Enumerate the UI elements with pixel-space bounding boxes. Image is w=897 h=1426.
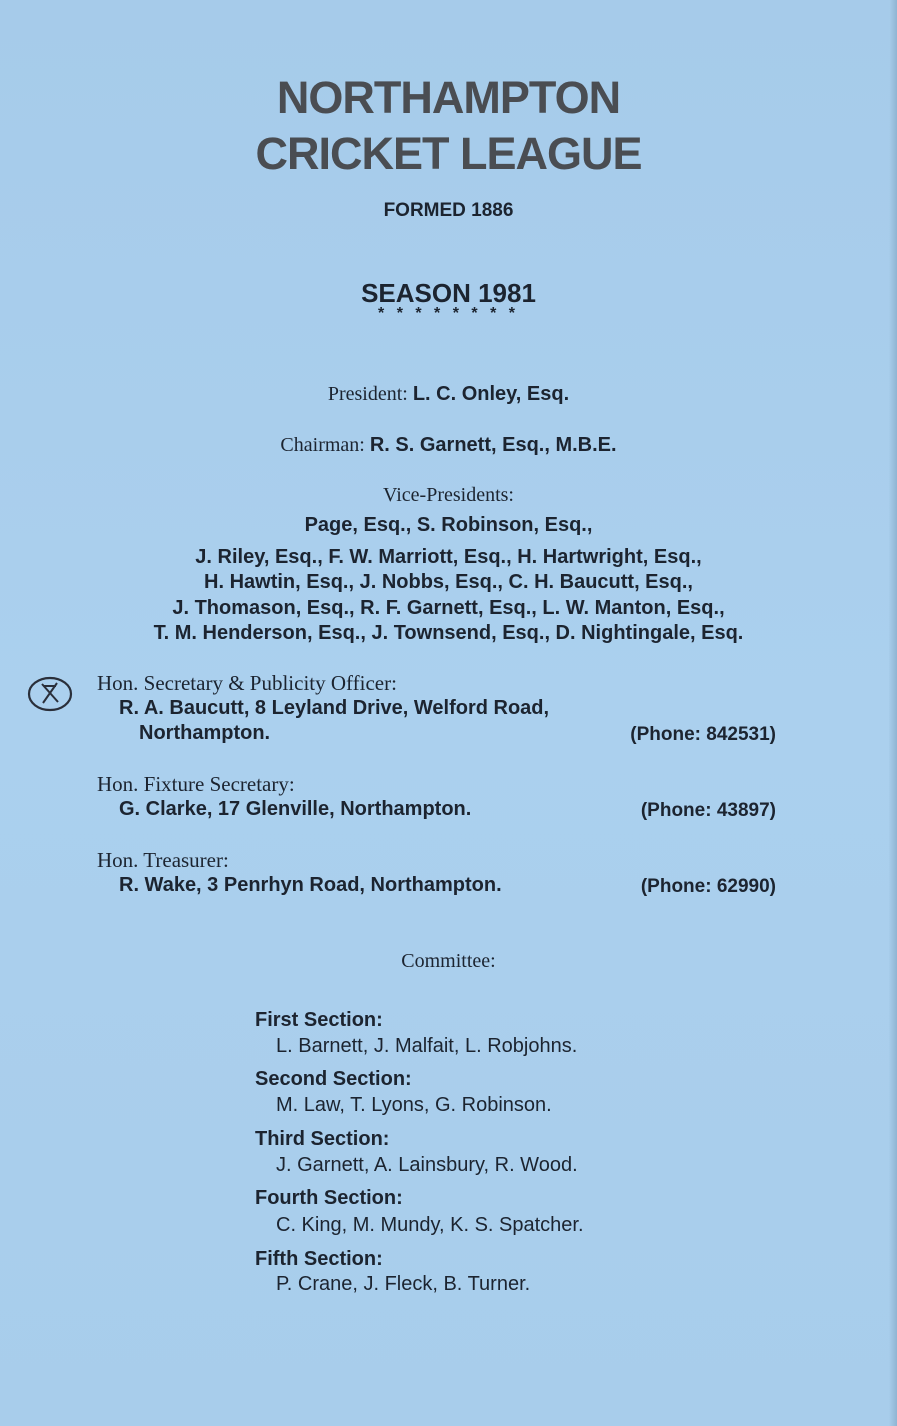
committee-section-title: Fourth Section: — [255, 1187, 403, 1209]
treasurer-address: R. Wake, 3 Penrhyn Road, Northampton. — [119, 874, 502, 896]
chairman-line — [0, 434, 897, 457]
vice-line-1: Page, Esq., S. Robinson, Esq., — [304, 514, 593, 536]
committee-section-members: L. Barnett, J. Malfait, L. Robjohns. — [276, 1035, 578, 1057]
fixture-secretary-address: G. Clarke, 17 Glenville, Northampton. — [119, 798, 472, 820]
title-line-2: CRICKET LEAGUE — [255, 128, 642, 179]
fixture-secretary-label: Hon. Fixture Secretary: — [97, 772, 295, 796]
president-label: President: — [327, 383, 408, 405]
committee-section-title: First Section: — [255, 1009, 383, 1031]
treasurer-phone: (Phone: 62990) — [640, 876, 776, 897]
committee-section-title: Second Section: — [255, 1068, 412, 1090]
committee-section-members: M. Law, T. Lyons, G. Robinson. — [276, 1094, 552, 1116]
fixture-secretary-phone: (Phone: 43897) — [640, 800, 776, 821]
chairman-name: R. S. Garnett, Esq., M.B.E. — [369, 434, 617, 456]
treasurer-label: Hon. Treasurer: — [97, 848, 229, 872]
vice-line-4: J. Thomason, Esq., R. F. Garnett, Esq., L. W. Manton, Esq., — [172, 597, 725, 619]
committee-section-title: Fifth Section: — [255, 1248, 383, 1270]
committee-section-members: P. Crane, J. Fleck, B. Turner. — [276, 1273, 531, 1295]
committee-section-members: J. Garnett, A. Lainsbury, R. Wood. — [276, 1154, 578, 1176]
handwritten-circle-mark-icon — [24, 674, 74, 714]
secretary-label: Hon. Secretary & Publicity Officer: — [97, 671, 397, 695]
vice-line-2: J. Riley, Esq., F. W. Marriott, Esq., H. Hartwright, Esq., — [195, 546, 702, 568]
secretary-phone: (Phone: 842531) — [630, 724, 776, 745]
secretary-address-1: R. A. Baucutt, 8 Leyland Drive, Welford Road, — [119, 697, 550, 719]
vice-presidents-label: Vice-Presidents: — [383, 484, 514, 506]
title-line-1: NORTHAMPTON — [276, 72, 621, 123]
vice-line-3: H. Hawtin, Esq., J. Nobbs, Esq., C. H. Baucutt, Esq., — [204, 571, 693, 593]
secretary-address-2: Northampton. — [139, 722, 271, 744]
vice-line-5: T. M. Henderson, Esq., J. Townsend, Esq., D. Nightingale, Esq. — [153, 622, 744, 644]
chairman-label: Chairman: — [280, 434, 365, 456]
committee-label: Committee: — [401, 950, 496, 972]
formed-year: FORMED 1886 — [383, 200, 514, 221]
season-stars: * * * * * * * * — [378, 305, 519, 322]
committee-section-members: C. King, M. Mundy, K. S. Spatcher. — [276, 1214, 584, 1236]
committee-section-title: Third Section: — [255, 1128, 390, 1150]
president-name: L. C. Onley, Esq. — [412, 383, 570, 405]
president-line — [0, 383, 897, 406]
season-heading: SEASON 1981 — [361, 278, 536, 308]
